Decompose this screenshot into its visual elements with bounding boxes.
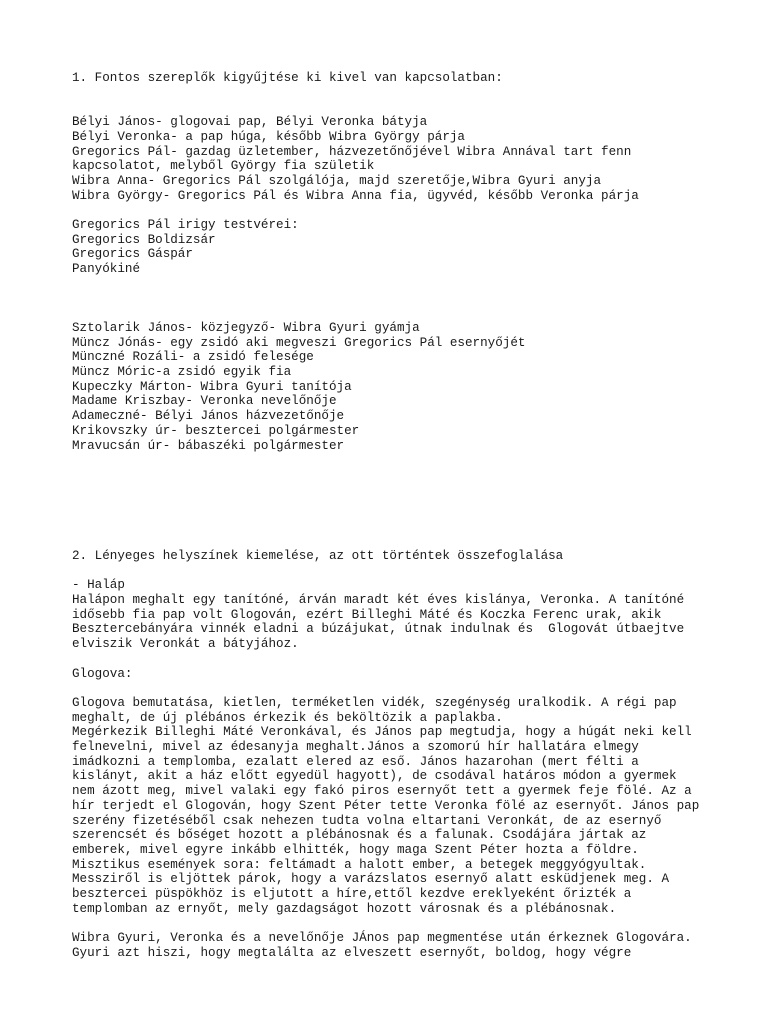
list-item: Müncz Móric-a zsidó egyik fia [72,365,292,379]
spacer [72,306,752,321]
main-characters-list [72,115,752,203]
list-item: Gregorics Gáspár [72,247,193,262]
paragraph-line: kislányt, akit a ház előtt egyedül hagyott), de csodával határos módon a gyermek [72,769,677,784]
glogova-heading: Glogova: [72,666,133,681]
list-item: Mravucsán úr- bábaszéki polgármester [72,438,345,453]
paragraph-line: Megérkezik Billeghi Máté Veronkával, és János pap megtudja, hogy a húgát neki kell [72,725,692,740]
list-item: Münczné Rozáli- a zsidó felesége [72,350,314,365]
list-item: Panyókiné [72,262,141,277]
relatives-list [72,233,752,277]
paragraph-line: Wibra Gyuri, Veronka és a nevelőnője JÁnos pap megmentése után érkeznek Glogovára. [72,931,692,946]
paragraph-line: elviszik Veronkát a bátyjához. [72,637,299,652]
paragraph-line: besztercei püspökhöz is eljutott a híre,ettől kezdve ereklyeként őrizték a [72,887,632,902]
paragraph-line: Messziről is eljöttek párok, hogy a varázslatos esernyő alatt esküdjenek meg. A [72,872,670,887]
list-item: Madame Kriszbay- Veronka nevelőnője [72,394,337,409]
halap-paragraph [72,593,752,652]
list-item: Gregorics Boldizsár [72,232,216,247]
halap-heading: - Haláp [72,578,125,593]
paragraph-line: imádkozni a templomba, ezalatt elered az eső. János hazarohan (mert félti a [72,754,639,769]
paragraph-line: Gyuri azt hiszi, hogy megtalálta az elveszett esernyőt, boldog, hogy végre [72,945,632,960]
paragraph-line: templomban az ernyőt, mely gazdagságot hozott városnak és a plébánosnak. [72,901,617,916]
glogova-paragraph [72,696,752,917]
list-item: Sztolarik János- közjegyző- Wibra Gyuri gyámja [72,320,420,335]
paragraph-line: szerény fizetéséből csak nehezen tudta volna eltartani Veronkát, de az esernyő [72,813,662,828]
paragraph-line: Misztikus események sora: feltámadt a halott ember, a betegek meggyógyultak. [72,857,647,872]
list-item: Müncz Jónás- egy zsidó aki megveszi Gregorics Pál esernyőjét [72,335,526,350]
list-item: Bélyi János- glogovai pap, Bélyi Veronka bátyja [72,115,428,130]
paragraph-line: szerencsét és bőséget hozott a plébánosnak és a falunak. Csodájára jártak az [72,828,647,843]
paragraph-line: meghalt, de új plébános érkezik és beköltözik a paplakba. [72,710,503,725]
list-item: Gregorics Pál- gazdag üzletember, házvezetőnőjével Wibra Annával tart fenn [72,144,632,159]
paragraph-line: emberek, mivel egyre inkább elhitték, hogy maga Szent Péter hozta a földre. [72,842,639,857]
spacer [72,534,752,549]
spacer [72,453,752,534]
list-item: Kupeczky Márton- Wibra Gyuri tanítója [72,379,352,394]
section1-heading: 1. Fontos szereplők kigyűjtése ki kivel van kapcsolatban: [72,71,503,85]
section2-heading: 2. Lényeges helyszínek kiemelése, az ott történtek összefoglalása [72,548,564,563]
list-item: Wibra Anna- Gregorics Pál szolgálója, majd szeretője,Wibra Gyuri anyja [72,173,602,188]
list-item: kapcsolatot, melyből György fia születik [72,159,375,174]
spacer [72,564,752,579]
paragraph-line: hír terjedt el Glogován, hogy Szent Péter tette Veronka fölé az esernyőt. János pap [72,798,700,813]
spacer [72,916,752,931]
paragraph-line: Besztercebányára vinnék eladni a búzájukat, útnak indulnak és Glogovát útbaejtve [72,622,685,637]
relatives-heading: Gregorics Pál irigy testvérei: [72,218,299,232]
other-characters-list [72,321,752,453]
list-item: Krikovszky úr- besztercei polgármester [72,423,360,438]
paragraph-line: felnevelni, mivel az édesanyja meghalt.János a szomorú hír hallatára elmegy [72,740,639,754]
spacer [72,277,752,306]
final-paragraph [72,931,752,960]
document-page [72,71,752,961]
paragraph-line: Glogova bemutatása, kietlen, terméketlen vidék, szegénység uralkodik. A régi pap [72,695,677,710]
spacer [72,203,752,218]
spacer [72,86,752,115]
list-item: Adameczné- Bélyi János házvezetőnője [72,409,345,424]
list-item: Wibra György- Gregorics Pál és Wibra Anna fia, ügyvéd, később Veronka párja [72,188,639,203]
paragraph-line: nem ázott meg, mivel valaki egy fakó piros esernyőt tett a gyermek feje fölé. Az a [72,784,692,799]
spacer [72,652,752,667]
paragraph-line: idősebb fia pap volt Glogován, ezért Billeghi Máté és Koczka Ferenc urak, akik [72,607,662,622]
paragraph-line: Halápon meghalt egy tanítóné, árván maradt két éves kislánya, Veronka. A tanítóné [72,593,685,607]
list-item: Bélyi Veronka- a pap húga, később Wibra György párja [72,129,465,144]
spacer [72,681,752,696]
